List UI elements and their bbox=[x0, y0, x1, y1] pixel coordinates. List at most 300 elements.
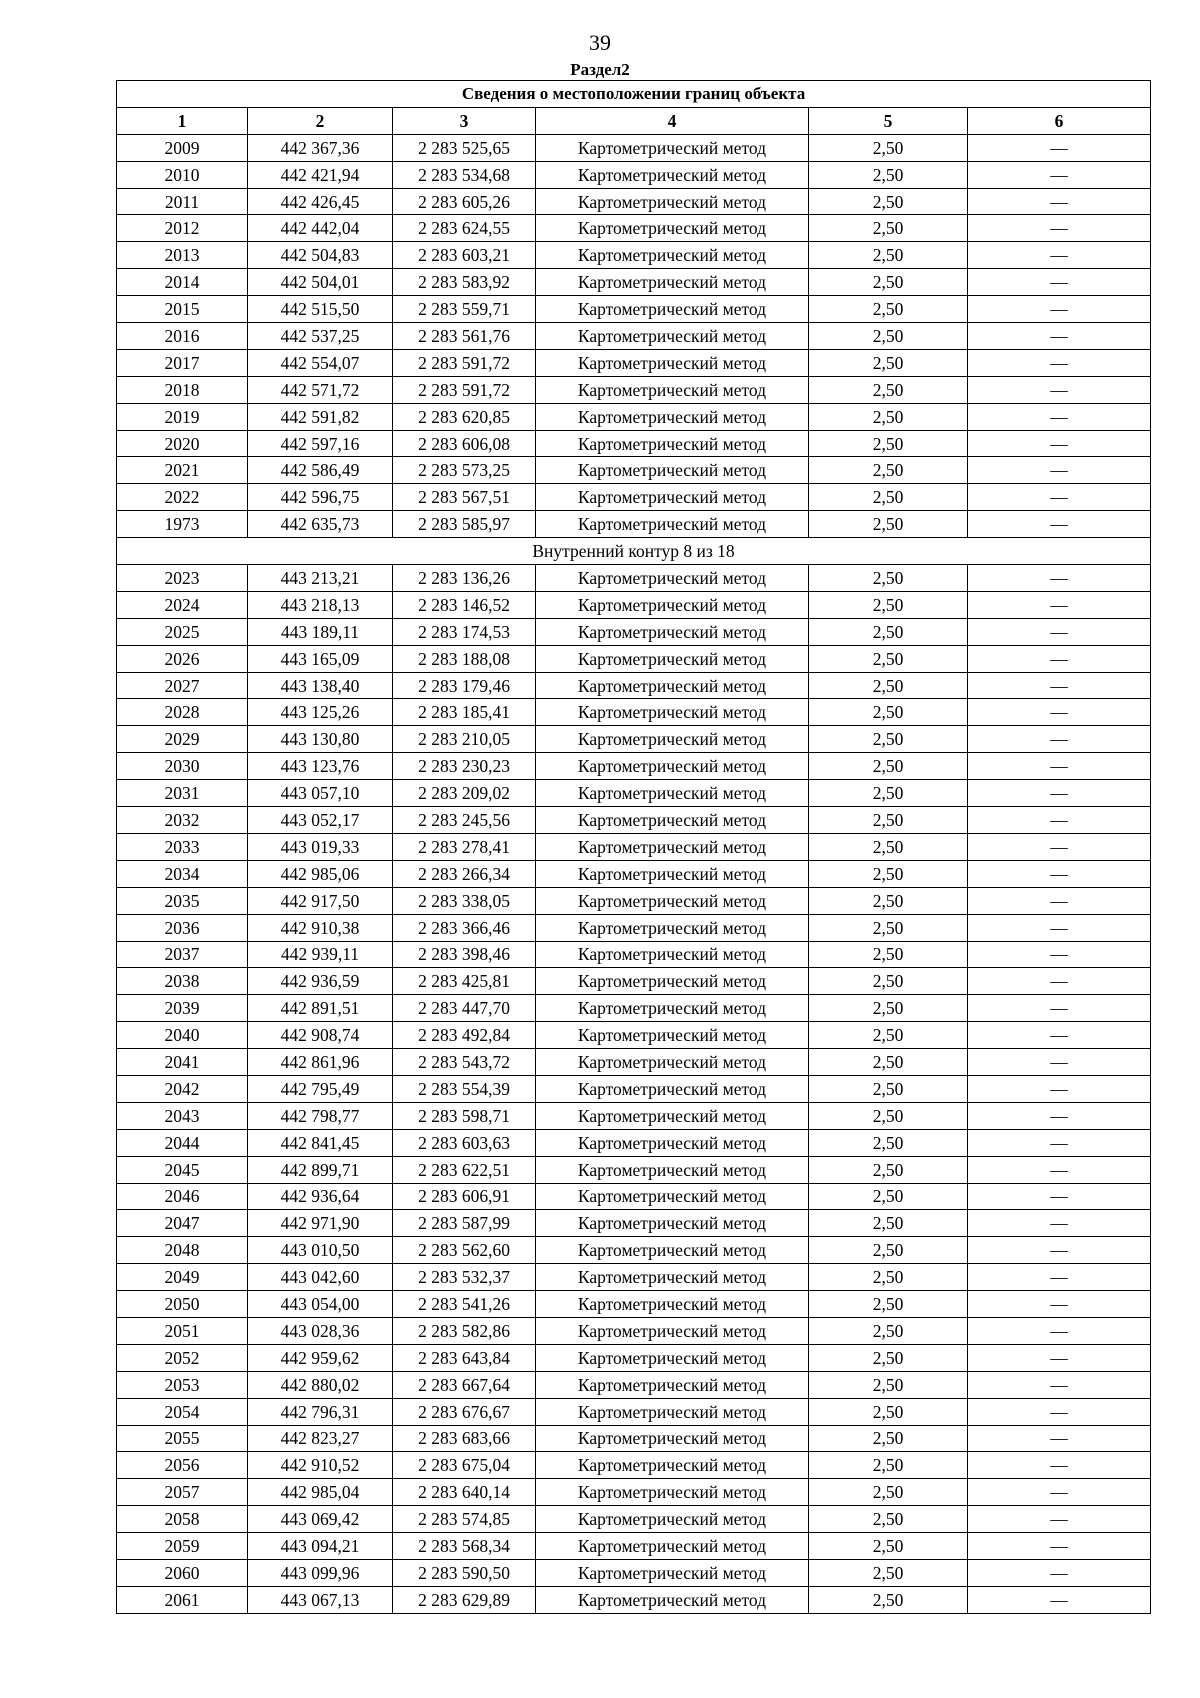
accuracy-cell: 2,50 bbox=[809, 1291, 968, 1318]
accuracy-cell: 2,50 bbox=[809, 1210, 968, 1237]
accuracy-cell: 2,50 bbox=[809, 672, 968, 699]
point-number-cell: 2016 bbox=[117, 323, 248, 350]
note-cell: — bbox=[968, 565, 1151, 592]
point-number-cell: 2051 bbox=[117, 1317, 248, 1344]
point-number-cell: 2041 bbox=[117, 1049, 248, 1076]
note-cell: — bbox=[968, 618, 1151, 645]
method-cell: Картометрический метод bbox=[536, 1479, 809, 1506]
note-cell: — bbox=[968, 484, 1151, 511]
y-coordinate-cell: 2 283 245,56 bbox=[393, 807, 536, 834]
table-row bbox=[117, 780, 1151, 807]
x-coordinate-cell: 443 094,21 bbox=[248, 1533, 393, 1560]
x-coordinate-cell: 442 635,73 bbox=[248, 511, 393, 538]
note-cell: — bbox=[968, 457, 1151, 484]
accuracy-cell: 2,50 bbox=[809, 1156, 968, 1183]
point-number-cell: 2035 bbox=[117, 887, 248, 914]
method-cell: Картометрический метод bbox=[536, 780, 809, 807]
point-number-cell: 2028 bbox=[117, 699, 248, 726]
y-coordinate-cell: 2 283 587,99 bbox=[393, 1210, 536, 1237]
y-coordinate-cell: 2 283 590,50 bbox=[393, 1559, 536, 1586]
note-cell: — bbox=[968, 1210, 1151, 1237]
table-caption: Сведения о местоположении границ объекта bbox=[117, 81, 1151, 108]
accuracy-cell: 2,50 bbox=[809, 1344, 968, 1371]
x-coordinate-cell: 443 189,11 bbox=[248, 618, 393, 645]
point-number-cell: 2044 bbox=[117, 1129, 248, 1156]
y-coordinate-cell: 2 283 425,81 bbox=[393, 968, 536, 995]
x-coordinate-cell: 442 959,62 bbox=[248, 1344, 393, 1371]
accuracy-cell: 2,50 bbox=[809, 1264, 968, 1291]
accuracy-cell: 2,50 bbox=[809, 296, 968, 323]
y-coordinate-cell: 2 283 640,14 bbox=[393, 1479, 536, 1506]
note-cell: — bbox=[968, 1586, 1151, 1613]
point-number-cell: 2053 bbox=[117, 1371, 248, 1398]
x-coordinate-cell: 443 052,17 bbox=[248, 807, 393, 834]
note-cell: — bbox=[968, 1129, 1151, 1156]
point-number-cell: 2026 bbox=[117, 645, 248, 672]
x-coordinate-cell: 442 796,31 bbox=[248, 1398, 393, 1425]
point-number-cell: 2060 bbox=[117, 1559, 248, 1586]
y-coordinate-cell: 2 283 675,04 bbox=[393, 1452, 536, 1479]
accuracy-cell: 2,50 bbox=[809, 161, 968, 188]
accuracy-cell: 2,50 bbox=[809, 1371, 968, 1398]
x-coordinate-cell: 442 910,38 bbox=[248, 914, 393, 941]
point-number-cell: 2055 bbox=[117, 1425, 248, 1452]
accuracy-cell: 2,50 bbox=[809, 1317, 968, 1344]
accuracy-cell: 2,50 bbox=[809, 1559, 968, 1586]
note-cell: — bbox=[968, 860, 1151, 887]
point-number-cell: 2018 bbox=[117, 376, 248, 403]
note-cell: — bbox=[968, 941, 1151, 968]
point-number-cell: 2058 bbox=[117, 1506, 248, 1533]
y-coordinate-cell: 2 283 532,37 bbox=[393, 1264, 536, 1291]
note-cell: — bbox=[968, 914, 1151, 941]
method-cell: Картометрический метод bbox=[536, 1102, 809, 1129]
x-coordinate-cell: 442 596,75 bbox=[248, 484, 393, 511]
table-row bbox=[117, 323, 1151, 350]
note-cell: — bbox=[968, 376, 1151, 403]
x-coordinate-cell: 442 823,27 bbox=[248, 1425, 393, 1452]
y-coordinate-cell: 2 283 567,51 bbox=[393, 484, 536, 511]
column-number-row bbox=[117, 107, 1151, 134]
note-cell: — bbox=[968, 726, 1151, 753]
table-row bbox=[117, 968, 1151, 995]
accuracy-cell: 2,50 bbox=[809, 1452, 968, 1479]
point-number-cell: 2046 bbox=[117, 1183, 248, 1210]
table-row bbox=[117, 1049, 1151, 1076]
accuracy-cell: 2,50 bbox=[809, 618, 968, 645]
note-cell: — bbox=[968, 215, 1151, 242]
accuracy-cell: 2,50 bbox=[809, 511, 968, 538]
contour-row bbox=[117, 538, 1151, 565]
note-cell: — bbox=[968, 887, 1151, 914]
note-cell: — bbox=[968, 1479, 1151, 1506]
table-row bbox=[117, 134, 1151, 161]
table-row bbox=[117, 833, 1151, 860]
table-row bbox=[117, 1022, 1151, 1049]
accuracy-cell: 2,50 bbox=[809, 269, 968, 296]
method-cell: Картометрический метод bbox=[536, 1291, 809, 1318]
y-coordinate-cell: 2 283 676,67 bbox=[393, 1398, 536, 1425]
x-coordinate-cell: 442 421,94 bbox=[248, 161, 393, 188]
table-row bbox=[117, 349, 1151, 376]
point-number-cell: 2010 bbox=[117, 161, 248, 188]
x-coordinate-cell: 443 057,10 bbox=[248, 780, 393, 807]
table-row bbox=[117, 161, 1151, 188]
x-coordinate-cell: 442 504,01 bbox=[248, 269, 393, 296]
column-header: 2 bbox=[248, 107, 393, 134]
x-coordinate-cell: 442 571,72 bbox=[248, 376, 393, 403]
point-number-cell: 2043 bbox=[117, 1102, 248, 1129]
point-number-cell: 2047 bbox=[117, 1210, 248, 1237]
table-row bbox=[117, 1533, 1151, 1560]
table-row bbox=[117, 457, 1151, 484]
point-number-cell: 2022 bbox=[117, 484, 248, 511]
method-cell: Картометрический метод bbox=[536, 807, 809, 834]
accuracy-cell: 2,50 bbox=[809, 376, 968, 403]
method-cell: Картометрический метод bbox=[536, 887, 809, 914]
x-coordinate-cell: 442 910,52 bbox=[248, 1452, 393, 1479]
accuracy-cell: 2,50 bbox=[809, 914, 968, 941]
note-cell: — bbox=[968, 511, 1151, 538]
method-cell: Картометрический метод bbox=[536, 753, 809, 780]
point-number-cell: 2030 bbox=[117, 753, 248, 780]
x-coordinate-cell: 442 908,74 bbox=[248, 1022, 393, 1049]
y-coordinate-cell: 2 283 603,21 bbox=[393, 242, 536, 269]
method-cell: Картометрический метод bbox=[536, 484, 809, 511]
note-cell: — bbox=[968, 1102, 1151, 1129]
accuracy-cell: 2,50 bbox=[809, 484, 968, 511]
table-row bbox=[117, 1371, 1151, 1398]
note-cell: — bbox=[968, 323, 1151, 350]
x-coordinate-cell: 442 936,64 bbox=[248, 1183, 393, 1210]
method-cell: Картометрический метод bbox=[536, 1559, 809, 1586]
method-cell: Картометрический метод bbox=[536, 242, 809, 269]
point-number-cell: 2037 bbox=[117, 941, 248, 968]
method-cell: Картометрический метод bbox=[536, 349, 809, 376]
method-cell: Картометрический метод bbox=[536, 430, 809, 457]
point-number-cell: 2024 bbox=[117, 591, 248, 618]
x-coordinate-cell: 443 213,21 bbox=[248, 565, 393, 592]
x-coordinate-cell: 443 130,80 bbox=[248, 726, 393, 753]
method-cell: Картометрический метод bbox=[536, 376, 809, 403]
x-coordinate-cell: 442 591,82 bbox=[248, 403, 393, 430]
contour-label: Внутренний контур 8 из 18 bbox=[117, 538, 1151, 565]
accuracy-cell: 2,50 bbox=[809, 1129, 968, 1156]
method-cell: Картометрический метод bbox=[536, 1425, 809, 1452]
table-row bbox=[117, 1264, 1151, 1291]
note-cell: — bbox=[968, 1156, 1151, 1183]
method-cell: Картометрический метод bbox=[536, 1506, 809, 1533]
x-coordinate-cell: 442 899,71 bbox=[248, 1156, 393, 1183]
y-coordinate-cell: 2 283 598,71 bbox=[393, 1102, 536, 1129]
table-row bbox=[117, 215, 1151, 242]
x-coordinate-cell: 442 936,59 bbox=[248, 968, 393, 995]
point-number-cell: 2036 bbox=[117, 914, 248, 941]
accuracy-cell: 2,50 bbox=[809, 807, 968, 834]
accuracy-cell: 2,50 bbox=[809, 1586, 968, 1613]
method-cell: Картометрический метод bbox=[536, 860, 809, 887]
accuracy-cell: 2,50 bbox=[809, 887, 968, 914]
x-coordinate-cell: 442 917,50 bbox=[248, 887, 393, 914]
table-row bbox=[117, 618, 1151, 645]
x-coordinate-cell: 443 069,42 bbox=[248, 1506, 393, 1533]
note-cell: — bbox=[968, 753, 1151, 780]
y-coordinate-cell: 2 283 667,64 bbox=[393, 1371, 536, 1398]
point-number-cell: 2015 bbox=[117, 296, 248, 323]
page-number: 39 bbox=[589, 30, 611, 55]
method-cell: Картометрический метод bbox=[536, 1210, 809, 1237]
table-row bbox=[117, 1398, 1151, 1425]
point-number-cell: 2050 bbox=[117, 1291, 248, 1318]
method-cell: Картометрический метод bbox=[536, 511, 809, 538]
y-coordinate-cell: 2 283 534,68 bbox=[393, 161, 536, 188]
method-cell: Картометрический метод bbox=[536, 1452, 809, 1479]
y-coordinate-cell: 2 283 605,26 bbox=[393, 188, 536, 215]
table-row bbox=[117, 1210, 1151, 1237]
note-cell: — bbox=[968, 1559, 1151, 1586]
y-coordinate-cell: 2 283 583,92 bbox=[393, 269, 536, 296]
note-cell: — bbox=[968, 780, 1151, 807]
note-cell: — bbox=[968, 349, 1151, 376]
accuracy-cell: 2,50 bbox=[809, 591, 968, 618]
method-cell: Картометрический метод bbox=[536, 1371, 809, 1398]
accuracy-cell: 2,50 bbox=[809, 726, 968, 753]
accuracy-cell: 2,50 bbox=[809, 1506, 968, 1533]
y-coordinate-cell: 2 283 146,52 bbox=[393, 591, 536, 618]
table-row bbox=[117, 1102, 1151, 1129]
method-cell: Картометрический метод bbox=[536, 591, 809, 618]
accuracy-cell: 2,50 bbox=[809, 995, 968, 1022]
note-cell: — bbox=[968, 1022, 1151, 1049]
accuracy-cell: 2,50 bbox=[809, 1237, 968, 1264]
accuracy-cell: 2,50 bbox=[809, 323, 968, 350]
method-cell: Картометрический метод bbox=[536, 403, 809, 430]
point-number-cell: 2032 bbox=[117, 807, 248, 834]
accuracy-cell: 2,50 bbox=[809, 780, 968, 807]
note-cell: — bbox=[968, 1371, 1151, 1398]
y-coordinate-cell: 2 283 562,60 bbox=[393, 1237, 536, 1264]
method-cell: Картометрический метод bbox=[536, 726, 809, 753]
accuracy-cell: 2,50 bbox=[809, 968, 968, 995]
x-coordinate-cell: 442 426,45 bbox=[248, 188, 393, 215]
table-row bbox=[117, 1479, 1151, 1506]
x-coordinate-cell: 442 442,04 bbox=[248, 215, 393, 242]
y-coordinate-cell: 2 283 643,84 bbox=[393, 1344, 536, 1371]
accuracy-cell: 2,50 bbox=[809, 215, 968, 242]
note-cell: — bbox=[968, 1452, 1151, 1479]
y-coordinate-cell: 2 283 629,89 bbox=[393, 1586, 536, 1613]
accuracy-cell: 2,50 bbox=[809, 860, 968, 887]
accuracy-cell: 2,50 bbox=[809, 565, 968, 592]
table-row bbox=[117, 753, 1151, 780]
y-coordinate-cell: 2 283 209,02 bbox=[393, 780, 536, 807]
note-cell: — bbox=[968, 645, 1151, 672]
note-cell: — bbox=[968, 1075, 1151, 1102]
x-coordinate-cell: 442 985,06 bbox=[248, 860, 393, 887]
accuracy-cell: 2,50 bbox=[809, 941, 968, 968]
section-title: Раздел2 bbox=[570, 60, 630, 79]
method-cell: Картометрический метод bbox=[536, 645, 809, 672]
y-coordinate-cell: 2 283 525,65 bbox=[393, 134, 536, 161]
method-cell: Картометрический метод bbox=[536, 188, 809, 215]
x-coordinate-cell: 442 971,90 bbox=[248, 1210, 393, 1237]
point-number-cell: 1973 bbox=[117, 511, 248, 538]
x-coordinate-cell: 442 597,16 bbox=[248, 430, 393, 457]
table-row bbox=[117, 645, 1151, 672]
table-row bbox=[117, 860, 1151, 887]
note-cell: — bbox=[968, 1317, 1151, 1344]
note-cell: — bbox=[968, 968, 1151, 995]
x-coordinate-cell: 442 939,11 bbox=[248, 941, 393, 968]
accuracy-cell: 2,50 bbox=[809, 1479, 968, 1506]
table-row bbox=[117, 403, 1151, 430]
table-row bbox=[117, 995, 1151, 1022]
point-number-cell: 2012 bbox=[117, 215, 248, 242]
table-row bbox=[117, 1559, 1151, 1586]
x-coordinate-cell: 442 795,49 bbox=[248, 1075, 393, 1102]
x-coordinate-cell: 442 537,25 bbox=[248, 323, 393, 350]
accuracy-cell: 2,50 bbox=[809, 1398, 968, 1425]
note-cell: — bbox=[968, 296, 1151, 323]
method-cell: Картометрический метод bbox=[536, 833, 809, 860]
accuracy-cell: 2,50 bbox=[809, 430, 968, 457]
note-cell: — bbox=[968, 1264, 1151, 1291]
table-body bbox=[117, 134, 1151, 1613]
accuracy-cell: 2,50 bbox=[809, 1102, 968, 1129]
method-cell: Картометрический метод bbox=[536, 618, 809, 645]
table-row bbox=[117, 1425, 1151, 1452]
accuracy-cell: 2,50 bbox=[809, 699, 968, 726]
y-coordinate-cell: 2 283 585,97 bbox=[393, 511, 536, 538]
point-number-cell: 2052 bbox=[117, 1344, 248, 1371]
point-number-cell: 2013 bbox=[117, 242, 248, 269]
x-coordinate-cell: 443 138,40 bbox=[248, 672, 393, 699]
method-cell: Картометрический метод bbox=[536, 968, 809, 995]
accuracy-cell: 2,50 bbox=[809, 1425, 968, 1452]
x-coordinate-cell: 442 798,77 bbox=[248, 1102, 393, 1129]
table-row bbox=[117, 941, 1151, 968]
x-coordinate-cell: 442 504,83 bbox=[248, 242, 393, 269]
table-row bbox=[117, 242, 1151, 269]
method-cell: Картометрический метод bbox=[536, 1129, 809, 1156]
y-coordinate-cell: 2 283 554,39 bbox=[393, 1075, 536, 1102]
x-coordinate-cell: 443 099,96 bbox=[248, 1559, 393, 1586]
method-cell: Картометрический метод bbox=[536, 1075, 809, 1102]
y-coordinate-cell: 2 283 492,84 bbox=[393, 1022, 536, 1049]
y-coordinate-cell: 2 283 447,70 bbox=[393, 995, 536, 1022]
point-number-cell: 2040 bbox=[117, 1022, 248, 1049]
accuracy-cell: 2,50 bbox=[809, 645, 968, 672]
table-row bbox=[117, 1129, 1151, 1156]
table-row bbox=[117, 1237, 1151, 1264]
method-cell: Картометрический метод bbox=[536, 1398, 809, 1425]
method-cell: Картометрический метод bbox=[536, 161, 809, 188]
accuracy-cell: 2,50 bbox=[809, 753, 968, 780]
y-coordinate-cell: 2 283 559,71 bbox=[393, 296, 536, 323]
method-cell: Картометрический метод bbox=[536, 914, 809, 941]
method-cell: Картометрический метод bbox=[536, 1183, 809, 1210]
note-cell: — bbox=[968, 134, 1151, 161]
method-cell: Картометрический метод bbox=[536, 565, 809, 592]
accuracy-cell: 2,50 bbox=[809, 1533, 968, 1560]
x-coordinate-cell: 443 218,13 bbox=[248, 591, 393, 618]
point-number-cell: 2025 bbox=[117, 618, 248, 645]
accuracy-cell: 2,50 bbox=[809, 403, 968, 430]
table-row bbox=[117, 591, 1151, 618]
point-number-cell: 2029 bbox=[117, 726, 248, 753]
note-cell: — bbox=[968, 833, 1151, 860]
y-coordinate-cell: 2 283 591,72 bbox=[393, 376, 536, 403]
note-cell: — bbox=[968, 269, 1151, 296]
method-cell: Картометрический метод bbox=[536, 269, 809, 296]
method-cell: Картометрический метод bbox=[536, 1264, 809, 1291]
y-coordinate-cell: 2 283 185,41 bbox=[393, 699, 536, 726]
x-coordinate-cell: 443 028,36 bbox=[248, 1317, 393, 1344]
method-cell: Картометрический метод bbox=[536, 1533, 809, 1560]
point-number-cell: 2059 bbox=[117, 1533, 248, 1560]
x-coordinate-cell: 442 586,49 bbox=[248, 457, 393, 484]
y-coordinate-cell: 2 283 683,66 bbox=[393, 1425, 536, 1452]
y-coordinate-cell: 2 283 606,91 bbox=[393, 1183, 536, 1210]
point-number-cell: 2057 bbox=[117, 1479, 248, 1506]
method-cell: Картометрический метод bbox=[536, 323, 809, 350]
x-coordinate-cell: 443 010,50 bbox=[248, 1237, 393, 1264]
point-number-cell: 2011 bbox=[117, 188, 248, 215]
y-coordinate-cell: 2 283 622,51 bbox=[393, 1156, 536, 1183]
y-coordinate-cell: 2 283 624,55 bbox=[393, 215, 536, 242]
boundary-coordinates-table bbox=[116, 80, 1151, 1614]
x-coordinate-cell: 443 165,09 bbox=[248, 645, 393, 672]
method-cell: Картометрический метод bbox=[536, 134, 809, 161]
point-number-cell: 2039 bbox=[117, 995, 248, 1022]
table-row bbox=[117, 887, 1151, 914]
y-coordinate-cell: 2 283 136,26 bbox=[393, 565, 536, 592]
note-cell: — bbox=[968, 807, 1151, 834]
note-cell: — bbox=[968, 1425, 1151, 1452]
x-coordinate-cell: 442 880,02 bbox=[248, 1371, 393, 1398]
method-cell: Картометрический метод bbox=[536, 1049, 809, 1076]
y-coordinate-cell: 2 283 620,85 bbox=[393, 403, 536, 430]
y-coordinate-cell: 2 283 574,85 bbox=[393, 1506, 536, 1533]
point-number-cell: 2019 bbox=[117, 403, 248, 430]
table-row bbox=[117, 188, 1151, 215]
table-caption-row bbox=[117, 81, 1151, 108]
method-cell: Картометрический метод bbox=[536, 457, 809, 484]
point-number-cell: 2042 bbox=[117, 1075, 248, 1102]
y-coordinate-cell: 2 283 582,86 bbox=[393, 1317, 536, 1344]
y-coordinate-cell: 2 283 179,46 bbox=[393, 672, 536, 699]
column-header: 1 bbox=[117, 107, 248, 134]
accuracy-cell: 2,50 bbox=[809, 833, 968, 860]
y-coordinate-cell: 2 283 188,08 bbox=[393, 645, 536, 672]
x-coordinate-cell: 442 891,51 bbox=[248, 995, 393, 1022]
point-number-cell: 2049 bbox=[117, 1264, 248, 1291]
y-coordinate-cell: 2 283 230,23 bbox=[393, 753, 536, 780]
y-coordinate-cell: 2 283 266,34 bbox=[393, 860, 536, 887]
x-coordinate-cell: 443 019,33 bbox=[248, 833, 393, 860]
x-coordinate-cell: 442 554,07 bbox=[248, 349, 393, 376]
note-cell: — bbox=[968, 591, 1151, 618]
note-cell: — bbox=[968, 161, 1151, 188]
method-cell: Картометрический метод bbox=[536, 1586, 809, 1613]
y-coordinate-cell: 2 283 210,05 bbox=[393, 726, 536, 753]
column-header: 4 bbox=[536, 107, 809, 134]
y-coordinate-cell: 2 283 366,46 bbox=[393, 914, 536, 941]
y-coordinate-cell: 2 283 568,34 bbox=[393, 1533, 536, 1560]
table-row bbox=[117, 1291, 1151, 1318]
y-coordinate-cell: 2 283 606,08 bbox=[393, 430, 536, 457]
y-coordinate-cell: 2 283 603,63 bbox=[393, 1129, 536, 1156]
